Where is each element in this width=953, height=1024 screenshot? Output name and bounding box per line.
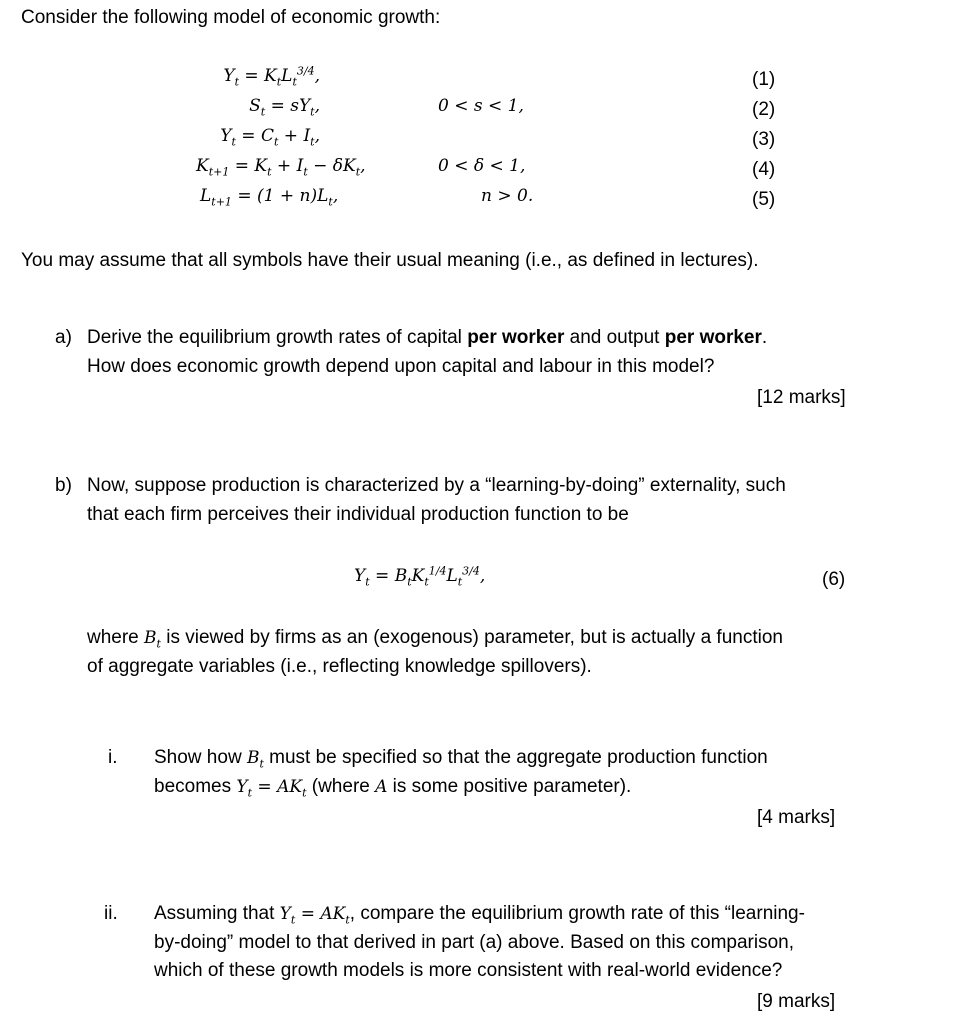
part-b-ii-line-1: Assuming that $Y_t = AK_t$, compare the equilibrium growth rate of this “learning- <box>154 903 805 927</box>
condition-s: 0 < s < 1, <box>438 96 524 116</box>
equation-2-lhs: $S_t = sY_t$, <box>249 96 320 119</box>
part-b-i-marks: [4 marks] <box>757 807 836 828</box>
part-b-i-question <box>154 744 916 801</box>
equation-number-1: (1) <box>752 69 776 90</box>
equation-3-lhs: $Y_t = C_t + I_t$, <box>220 126 320 149</box>
equation-number-6: (6) <box>822 569 846 590</box>
part-a-line-1: Derive the equilibrium growth rates of capital per worker and output per worker. <box>87 327 768 348</box>
part-b-ii-label: ii. <box>104 903 118 924</box>
part-b-where-line-2: of aggregate variables (i.e., reflecting knowledge spillovers). <box>87 655 592 677</box>
condition-delta: 0 < δ < 1, <box>438 156 526 176</box>
part-b-ii-marks: [9 marks] <box>757 991 836 1012</box>
intro-text: Consider the following model of economic growth: <box>21 7 441 28</box>
equation-number-2: (2) <box>752 99 776 120</box>
part-b-ii-line-3: which of these growth models is more consistent with real-world evidence? <box>154 960 783 981</box>
part-a-line-2: How does economic growth depend upon capital and labour in this model? <box>87 355 715 377</box>
part-b-i-line-1: Show how $B_t$ must be specified so that the aggregate production function <box>154 747 768 771</box>
part-b-line-1: Now, suppose production is characterized by a “learning-by-doing” externality, such <box>87 475 786 496</box>
part-b-ii-question <box>154 900 916 986</box>
equation-number-3: (3) <box>752 129 776 150</box>
part-a-question <box>87 324 917 381</box>
part-a-marks: [12 marks] <box>757 387 846 408</box>
equation-6: $Y_t = B_tK_t^{1/4}L_t^{3/4}$, <box>354 564 486 589</box>
part-b-intro <box>87 472 917 529</box>
part-b-line-2: that each firm perceives their individual production function to be <box>87 503 629 525</box>
part-b-label: b) <box>55 475 72 496</box>
condition-n: n > 0. <box>481 186 534 206</box>
part-b-i-line-2: becomes $Y_t = AK_t$ (where A is some positive parameter). <box>154 775 632 799</box>
equation-4-lhs: $K_{t+1} = K_t + I_t - \delta K_t$, <box>196 156 366 179</box>
equation-1-lhs: $Y_t = K_tL_t^{3/4}$, <box>223 64 320 89</box>
part-b-where-line-1: where $B_t$ is viewed by firms as an (exogenous) parameter, but is actually a function <box>87 627 783 651</box>
equation-block <box>0 64 953 224</box>
part-b-where <box>87 624 917 681</box>
equation-number-5: (5) <box>752 189 776 210</box>
part-b-i-label: i. <box>108 747 118 768</box>
equation-5-lhs: $L_{t+1} = (1 + n)L_t$, <box>200 186 339 209</box>
part-b-ii-line-2: by-doing” model to that derived in part (a) above. Based on this comparison, <box>154 931 795 953</box>
assumption-text: You may assume that all symbols have their usual meaning (i.e., as defined in lectures). <box>21 250 759 271</box>
equation-number-4: (4) <box>752 159 776 180</box>
part-a-label: a) <box>55 327 72 348</box>
